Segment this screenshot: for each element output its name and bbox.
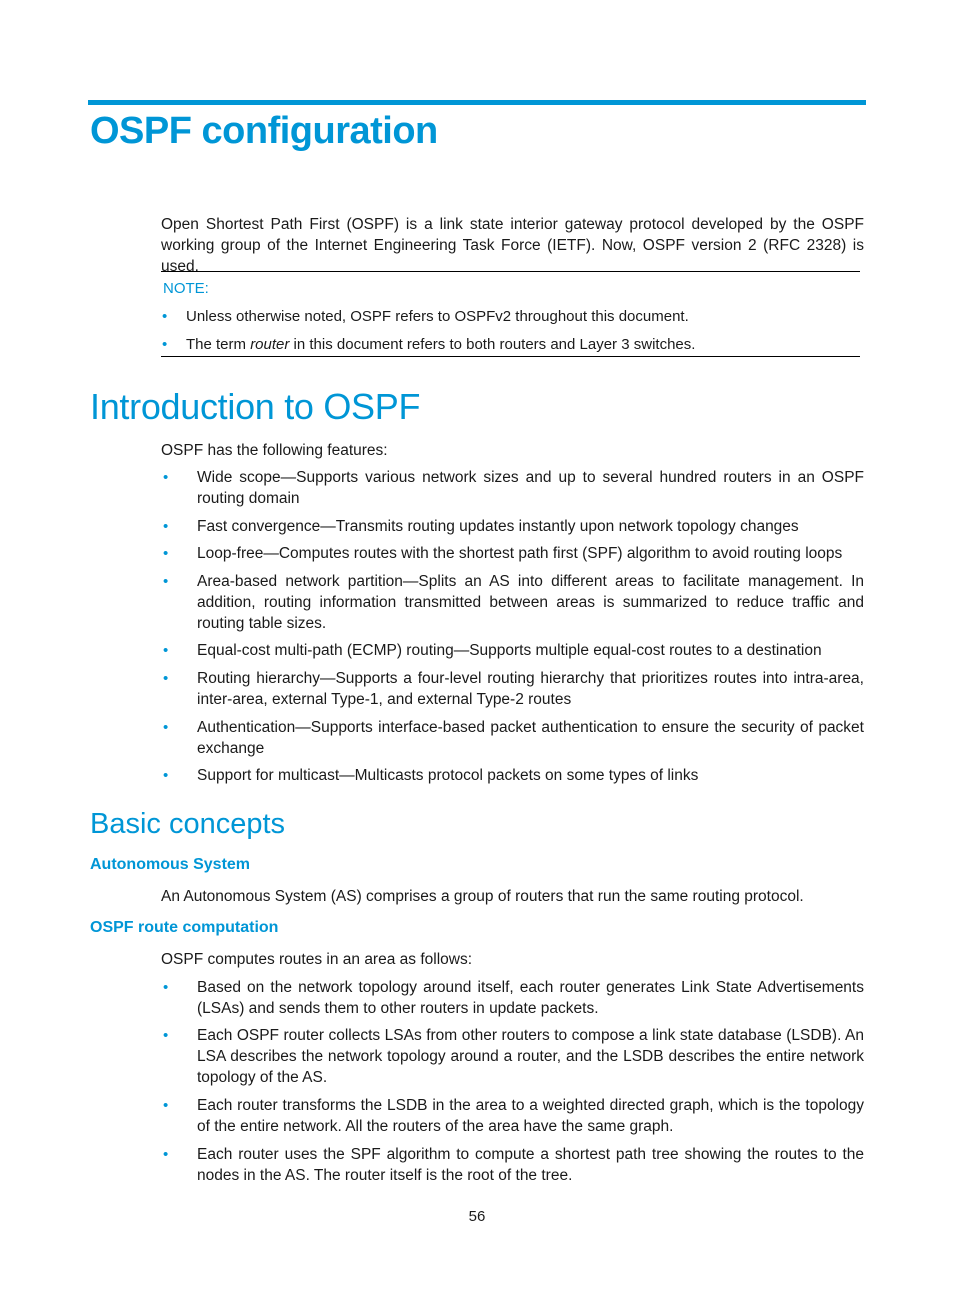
- list-item: [163, 1025, 864, 1088]
- section-title-basic-concepts: Basic concepts: [90, 808, 286, 840]
- list-item-text: Each OSPF router collects LSAs from other routers to compose a link state database (LSDB). An LSA describes the network topology around a router, and the LSDB describes the entire network topology of the AS.: [197, 1027, 864, 1086]
- bullet-icon: •: [163, 1027, 169, 1044]
- list-item: [163, 668, 864, 710]
- list-item-text: Based on the network topology around itself, each router generates Link State Advertisements (LSAs) and sends them to other routers in update packets.: [197, 979, 864, 1017]
- bullet-icon: •: [163, 518, 169, 535]
- list-item: [163, 765, 864, 786]
- note-item-text: Unless otherwise noted, OSPF refers to OSPFv2 throughout this document.: [186, 308, 689, 325]
- list-item: [163, 977, 864, 1019]
- bullet-icon: •: [163, 670, 169, 687]
- note-label: NOTE:: [163, 280, 209, 297]
- section-title-introduction: Introduction to OSPF: [90, 386, 421, 427]
- bullet-icon: •: [163, 1146, 169, 1163]
- heading-route-computation: OSPF route computation: [90, 919, 279, 936]
- note-item-term: router: [250, 336, 290, 353]
- intro-paragraph: Open Shortest Path First (OSPF) is a link state interior gateway protocol developed by the OSPF working group of the Internet Engineering Task Force (IETF). Now, OSPF version 2 (RFC 2328) is used.: [161, 216, 864, 275]
- heading-autonomous-system: Autonomous System: [90, 856, 251, 873]
- chapter-title: OSPF configuration: [90, 110, 438, 152]
- list-item-text: Wide scope—Supports various network sizes and up to several hundred routers in an OSPF routing domain: [197, 469, 864, 507]
- list-item: [163, 516, 864, 537]
- list-item-text: Area-based network partition—Splits an AS into different areas to facilitate management. In addition, routing information transmitted between areas is summarized to reduce traffic and routing table sizes.: [197, 573, 864, 632]
- note-item: [162, 307, 689, 327]
- bullet-icon: •: [163, 642, 169, 659]
- bullet-icon: •: [163, 1097, 169, 1114]
- list-item-text: Authentication—Supports interface-based packet authentication to ensure the security of packet exchange: [197, 719, 864, 757]
- note-item-text-before: The term: [186, 336, 251, 353]
- note-item-text-after: in this document refers to both routers and Layer 3 switches.: [289, 336, 696, 353]
- note-box: [161, 271, 860, 357]
- bullet-icon: •: [162, 308, 168, 325]
- list-item: [163, 717, 864, 759]
- list-item: [163, 1144, 864, 1186]
- bullet-icon: •: [163, 545, 169, 562]
- list-item: [163, 640, 864, 661]
- list-item-text: Each router uses the SPF algorithm to compute a shortest path tree showing the routes to the nodes in the AS. The router itself is the root of the tree.: [197, 1146, 864, 1184]
- route-computation-lead: OSPF computes routes in an area as follows:: [161, 951, 473, 968]
- bullet-icon: •: [163, 573, 169, 590]
- list-item-text: Fast convergence—Transmits routing updates instantly upon network topology changes: [197, 518, 799, 535]
- list-item: [163, 1095, 864, 1137]
- list-item: [163, 467, 864, 509]
- bullet-icon: •: [163, 979, 169, 996]
- list-item-text: Each router transforms the LSDB in the area to a weighted directed graph, which is the topology of the entire network. All the routers of the area have the same graph.: [197, 1097, 864, 1135]
- autonomous-system-text: An Autonomous System (AS) comprises a group of routers that run the same routing protocol.: [161, 888, 804, 905]
- list-item: [163, 543, 864, 564]
- list-item-text: Loop-free—Computes routes with the shortest path first (SPF) algorithm to avoid routing loops: [197, 545, 843, 562]
- page-number: 56: [468, 1208, 486, 1225]
- bullet-icon: •: [163, 767, 169, 784]
- chapter-top-rule: [88, 100, 866, 105]
- bullet-icon: •: [163, 469, 169, 486]
- list-item-text: Equal-cost multi-path (ECMP) routing—Supports multiple equal-cost routes to a destination: [197, 642, 822, 659]
- bullet-icon: •: [163, 719, 169, 736]
- list-item-text: Routing hierarchy—Supports a four-level routing hierarchy that prioritizes routes into intra-area, inter-area, external Type-1, and external Type-2 routes: [197, 670, 864, 708]
- list-item: [163, 571, 864, 634]
- list-item-text: Support for multicast—Multicasts protocol packets on some types of links: [197, 767, 699, 784]
- note-item: [162, 335, 696, 355]
- bullet-icon: •: [162, 336, 168, 353]
- features-lead: OSPF has the following features:: [161, 442, 388, 459]
